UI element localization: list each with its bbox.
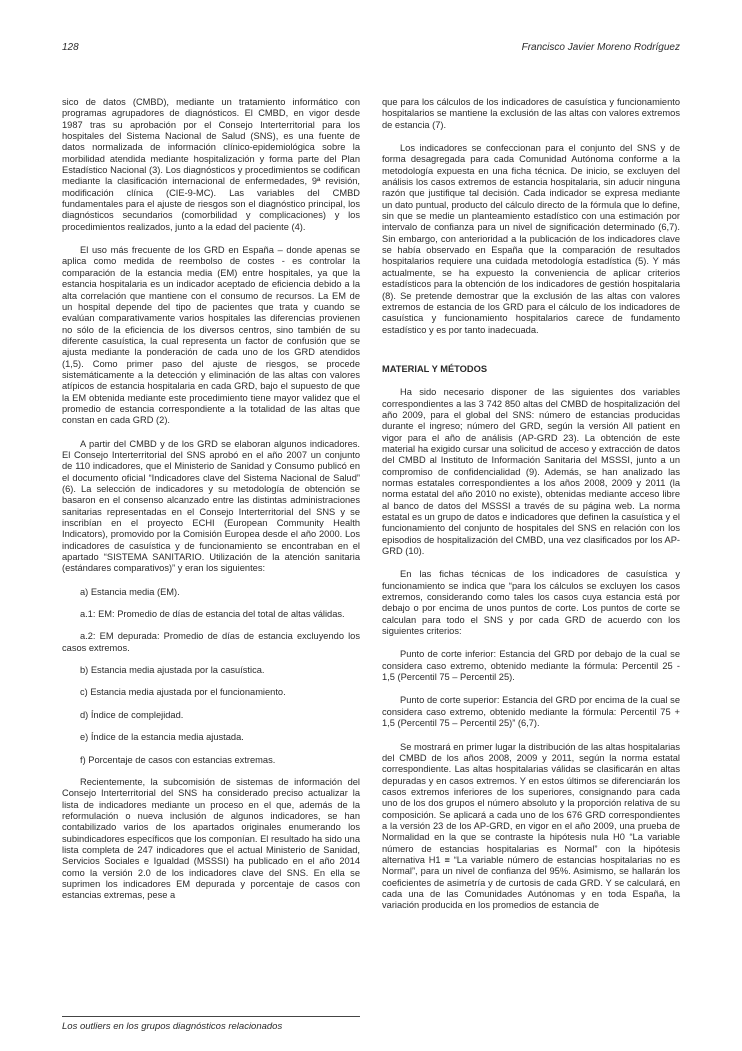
list-item: e) Índice de la estancia media ajustada. [80,732,244,743]
right-column [382,97,680,924]
list-item: a) Estancia media (EM). [80,586,180,597]
list-item: d) Índice de complejidad. [80,709,184,720]
paragraph: El uso más frecuente de los GRD en España – donde apenas se aplica como medida de reembolso de costes - es controlar la comparación de la estancia media (EM) entre hospitales, ya que la estancia hospitalaria es un indicador aceptado de eficiencia debido a la alta correlación que mantiene con el consumo de recursos. La EM de un hospital depende del tipo de pacientes que trata y cuando se evalúan comparativamente varios hospitales las diferencias provienen no sólo de la eficiencia de los diversos centros, sino también de su diferente casuística, la cual representa un factor de confusión que se ajusta mediante la ponderación de cada uno de los GRD atendidos (1,5). Como primer paso del ajuste de riesgos, se procede sistemáticamente a la detección y eliminación de las altas con valores atípicos de estancia hospitalaria en cada GRD, bajo el supuesto de que la EM obtenida mediante este procedimiento tiene mayor validez que el promedio de estancia correspondiente a la totalidad de las altas que constan en cada GRD (2). [62,245,360,426]
page-number: 128 [62,42,79,53]
running-head-author: Francisco Javier Moreno Rodríguez [521,42,680,53]
paragraph: que para los cálculos de los indicadores de casuística y funcionamiento hospitalarios se mantiene la exclusión de las altas con valores extremos de estancia (7). [382,97,680,130]
section-heading: MATERIAL Y MÉTODOS [382,363,488,374]
footer-journal-title: Los outliers en los grupos diagnósticos relacionados [62,1021,283,1032]
paragraph: Se mostrará en primer lugar la distribución de las altas hospitalarias del CMBD de los años 2008, 2009 y 2011, según la norma estatal correspondiente. Las altas hospitalarias válidas se clasificarán en altas depuradas y en casos extremos. Y en estos últimos se diferenciarán los casos extremos inferiores de los superiores, consignando para cada uno de los dos grupos el número absoluto y la proporción relativa de su composición. Se aplicará a cada uno de los 676 GRD correspondientes a la versión 23 de los AP-GRD, en vigor en el año 2009, una prueba de Normalidad en la que se contraste la hipótesis nula H0 “La variable número de estancias hospitalarias es Normal” con la hipótesis alternativa H1 ≡ “La variable número de estancias hospitalarias no es Normal”, para un nivel de confianza del 95%. Asimismo, se hallarán los coeficientes de asimetría y de curtosis de cada GRD. Y se calculará, en cada una de las Comunidades Autónomas y en toda España, la variación producida en los promedios de estancia de [382,741,680,911]
list-item: f) Porcentaje de casos con estancias extremas. [80,754,276,765]
list-item: a.2: EM depurada: Promedio de días de estancia excluyendo los casos extremos. [62,631,360,653]
paragraph: Recientemente, la subcomisión de sistemas de información del Consejo Interterritorial del SNS ha considerado preciso actualizar la lista de indicadores mediante un proceso en el que, además de la reformulación o nueva inclusión de algunos indicadores, se han contabilizado varios de los apartados originales enumerando los subindicadores específicos que los componían. El resultado ha sido una lista completa de 247 indicadores que el actual Ministerio de Sanidad, Servicios Sociales e Igualdad (MSSSI) ha publicado en el año 2014 como la versión 2.0 de los indicadores clave del SNS. En ella se suprimen los indicadores EM depurada y porcentaje de casos con estancias extremas, pese a [62,776,360,901]
paragraph: Punto de corte superior: Estancia del GRD por encima de la cual se considera caso extremo, obtenido mediante la fórmula: Percentil 75 + 1,5 (Percentil 75 – Percentil 25)” (6,7). [382,695,680,729]
paragraph: En las fichas técnicas de los indicadores de casuística y funcionamiento se indica que “para los cálculos se excluyen los casos extremos, considerando como tales los casos cuya estancia está por debajo o por encima de unos puntos de corte. Los puntos de corte se calculan para todo el SNS y por cada GRD de acuerdo con los siguientes criterios: [382,569,680,637]
paragraph: Los indicadores se confeccionan para el conjunto del SNS y de forma desagregada para cada Comunidad Autónoma conforme a la metodología expuesta en una ficha técnica. De inicio, se excluyen del análisis los casos extremos de estancia hospitalaria, sin aducir ninguna razón que justifique tal decisión. Cada indicador se expresa mediante un dato puntual, producto del cálculo directo de la fórmula que lo define, sin que se medie un planteamiento estadístico con una estimación por intervalo de confianza para un nivel de significación determinado (6,7). Sin embargo, con anterioridad a la publicación de los indicadores clave se había observado en España que la comparación de resultados hospitalarios requiere una cuidada metodología estadística (5). Y más actualmente, se ha expuesto la conveniencia de aplicar criterios estadísticos para la obtención de los indicadores de gestión hospitalaria (8). Se pretende demostrar que la exclusión de las altas con valores extremos de estancia de los GRD para el cálculo de los indicadores de casuística y funcionamiento hospitalarios carece de fundamento estadístico y es por tanto inadecuada. [382,143,680,335]
left-column [62,97,360,914]
list-item: c) Estancia media ajustada por el funcionamiento. [80,687,286,698]
paragraph: Punto de corte inferior: Estancia del GRD por debajo de la cual se considera caso extremo, obtenido mediante la fórmula: Percentil 25 - 1,5 (Percentil 75 – Percentil 25). [382,649,680,683]
list-item: b) Estancia media ajustada por la casuística. [80,665,265,676]
list-item: a.1: EM: Promedio de días de estancia del total de altas válidas. [80,609,345,620]
footer-rule [62,1016,360,1017]
paragraph: Ha sido necesario disponer de las siguientes dos variables correspondientes a las 3 742 850 altas del CMBD de hospitalización del año 2009, para el global del SNS: número de estancias producidas durante el ingreso; número del GRD, según la versión All patient en vigor para el año de análisis (AP-GRD 23). La obtención de este material ha exigido cursar una solicitud de acceso y extracción de datos del CMBD al Instituto de Información Sanitaria del MSSSI, junto a un compromiso de confidencialidad (9). Además, se han analizado las normas estatales correspondientes a los años 2008, 2009 y 2011 (la norma estatal del año 2010 no existe), obtenidas mediante acceso libre al banco de datos del MSSSI a través de su página web. La norma estatal es un grupo de datos e indicadores que definen la casuística y el funcionamiento del conjunto de hospitales del SNS en relación con los episodios de hospitalización del CMBD, una vez clasificados por los AP-GRD (10). [382,387,680,557]
paragraph: A partir del CMBD y de los GRD se elaboran algunos indicadores. El Consejo Interterritorial del SNS aprobó en el año 2007 un conjunto de 110 indicadores, que el Ministerio de Sanidad y Consumo publicó en el documento oficial “Indicadores clave del Sistema Nacional de Salud” (6). La selección de indicadores y su metodología de obtención se basaron en el consenso alcanzado entre las distintas administraciones sanitarias representadas en el Consejo Interterritorial del SNS y se inscribían en el proyecto ECHI (European Community Health Indicators), promovido por la Comisión Europea desde el año 2000. Los indicadores de casuística y de funcionamiento se encontraban en el apartado “SISTEMA SANITARIO. Utilización de la atención sanitaria (estándares comparativos)” y eran los siguientes: [62,438,360,574]
paragraph: sico de datos (CMBD), mediante un tratamiento informático con programas agrupadores de diagnósticos. El CMBD, en vigor desde 1987 tras su aprobación por el Consejo Interterritorial para los hospitales del Sistema Nacional de Salud (SNS), es una fuente de datos normalizada de información clínico-epidemiológica sobre la morbilidad atendida mediante hospitalización y forma parte del Plan Estadístico Nacional (3). Los diagnósticos y procedimientos se codifican mediante la clasificación internacional de enfermedades, 9ª revisión, modificación clínica (CIE-9-MC). Las variables del CMBD fundamentales para el ajuste de riesgos son el diagnóstico principal, los diagnósticos secundarios (comorbilidad y complicaciones) y los procedimientos realizados, junto a la edad del paciente (4). [62,97,360,232]
